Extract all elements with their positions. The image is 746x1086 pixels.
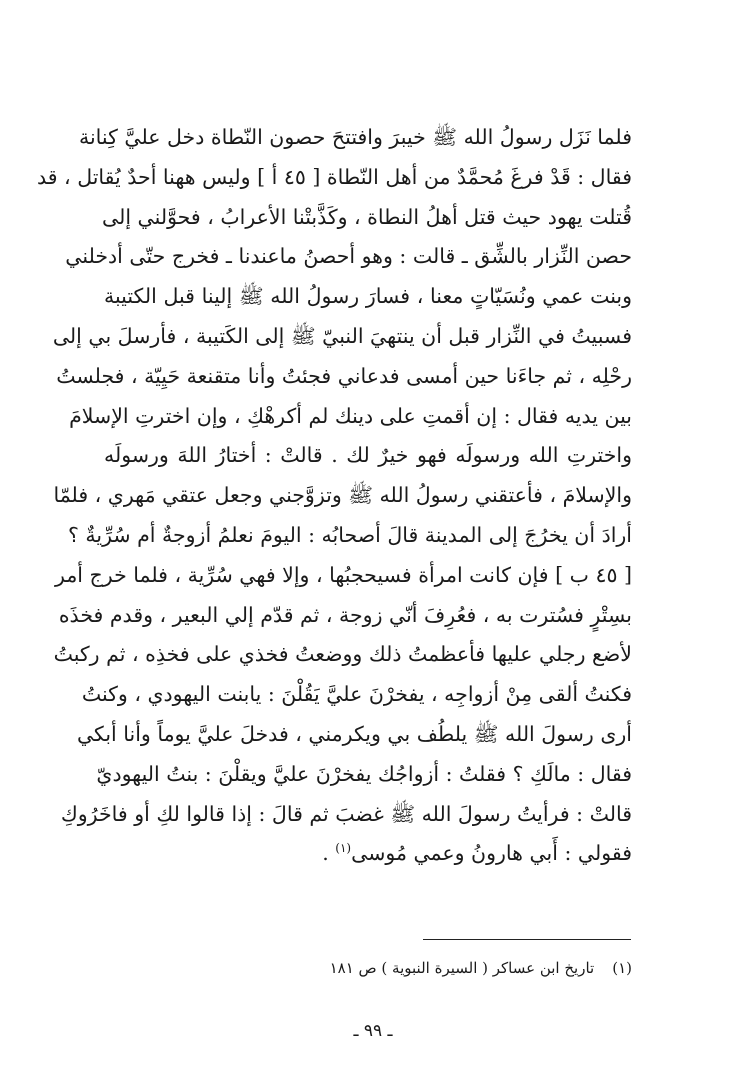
text-line-15: فكنتُ ألقى مِنْ أزواجِه ، يفخرْنَ عليَّ يَقُلْنَ : يابنت اليهودي ، وكنتُ xyxy=(81,682,632,707)
text-line-11: أرادَ أن يخرُجَ إلى المدينة قالَ أصحابُه : اليومَ نعلمُ أزوجةٌ أم سُرِّيةٌ ؟ xyxy=(67,522,632,547)
text-line-2: فقال : قَدْ فرغَ مُحمَّدٌ من أهل النّطاة [ ٤٥ أ ] وليس ههنا أحدٌ يُقاتل ، قد xyxy=(36,164,632,189)
text-line-3: قُتلت يهود حيث قتل أهلُ النطاة ، وكَذَّبتْنا الأعرابُ ، فحوَّلني إلى xyxy=(102,204,632,229)
text-line-9: واخترتِ الله ورسولَه فهو خيرٌ لك . قالتْ : أختارُ اللهَ ورسولَه xyxy=(104,443,632,468)
final-punctuation: . xyxy=(322,841,336,866)
text-line-7: رحْلِه ، ثم جاءَنا حين أمسى فدعاني فجئتُ وأنا متقنعة حَيِيّة ، فجلستُ xyxy=(56,363,632,388)
text-line-14: لأضع رجلي عليها فأعظمتُ ذلك ووضعتُ فخذي على فخذِه ، ثم ركبتُ xyxy=(53,642,632,667)
footnote xyxy=(250,957,632,979)
last-line-text: فقولي : أَبي هارونُ وعمي مُوسى xyxy=(351,841,632,866)
page-number: ـ ٩٩ ـ xyxy=(353,1021,393,1041)
text-line-5: وبنت عمي ونُسَيّاتٍ معنا ، فسارَ رسولُ الله ﷺ إلينا قبل الكتيبة xyxy=(104,284,632,309)
text-line-16: أرى رسولَ الله ﷺ يلطُف بي ويكرمني ، فدخلَ عليَّ يوماً وأنا أبكي xyxy=(76,721,632,746)
text-line-8: بين يديه فقال : إن أقمتِ على دينك لم أكرهْكِ ، وإن اخترتِ الإسلامَ xyxy=(69,403,632,428)
text-line-4: حصن النِّزار بالشِّق ـ قالت : وهو أحصنُ ماعندنا ـ فخرج حتّى أدخلني xyxy=(65,244,632,269)
text-line-10: والإسلامَ ، فأعتقني رسولُ الله ﷺ وتزوَّجني وجعل عتقي مَهري ، فلمّا xyxy=(53,483,632,508)
text-line-18: قالتْ : فرأيتُ رسولَ الله ﷺ غضبَ ثم قالَ : إذا قالوا لكِ أو فاخَرُوكِ xyxy=(60,801,632,826)
main-text xyxy=(36,118,632,874)
text-line-12: [ ٤٥ ب ] فإن كانت امرأة فسيحجبُها ، وإلا فهي سُرِّية ، فلما خرج أمر xyxy=(55,562,632,587)
text-line-1: فلما نَزَل رسولُ الله ﷺ خيبرَ وافتتحَ حصون النّطاة دخل عليَّ كِنانة xyxy=(78,125,632,149)
text-line-17: فقال : مالَكِ ؟ فقلتُ : أزواجُك يفخرْنَ عليَّ ويقلْنَ : بنتُ اليهوديّ xyxy=(96,761,632,786)
footnote-divider xyxy=(423,939,631,940)
footnote-reference: (١) xyxy=(335,841,352,856)
text-line-19 xyxy=(104,834,632,874)
footnote-text: تاريخ ابن عساكر ( السيرة النبوية ) ص ١٨١ xyxy=(329,959,595,977)
text-line-13: بسِتْرٍ فسُترت به ، فعُرِفَ أنّي زوجة ، ثم قدّم إلي البعير ، وقدم فخذَه xyxy=(58,602,632,627)
text-line-6: فسبيتُ في النِّزار قبل أن ينتهيَ النبيّ ﷺ إلى الكَتيبة ، فأرسلَ بي إلى xyxy=(52,323,632,348)
footnote-marker: (١) xyxy=(612,959,632,977)
